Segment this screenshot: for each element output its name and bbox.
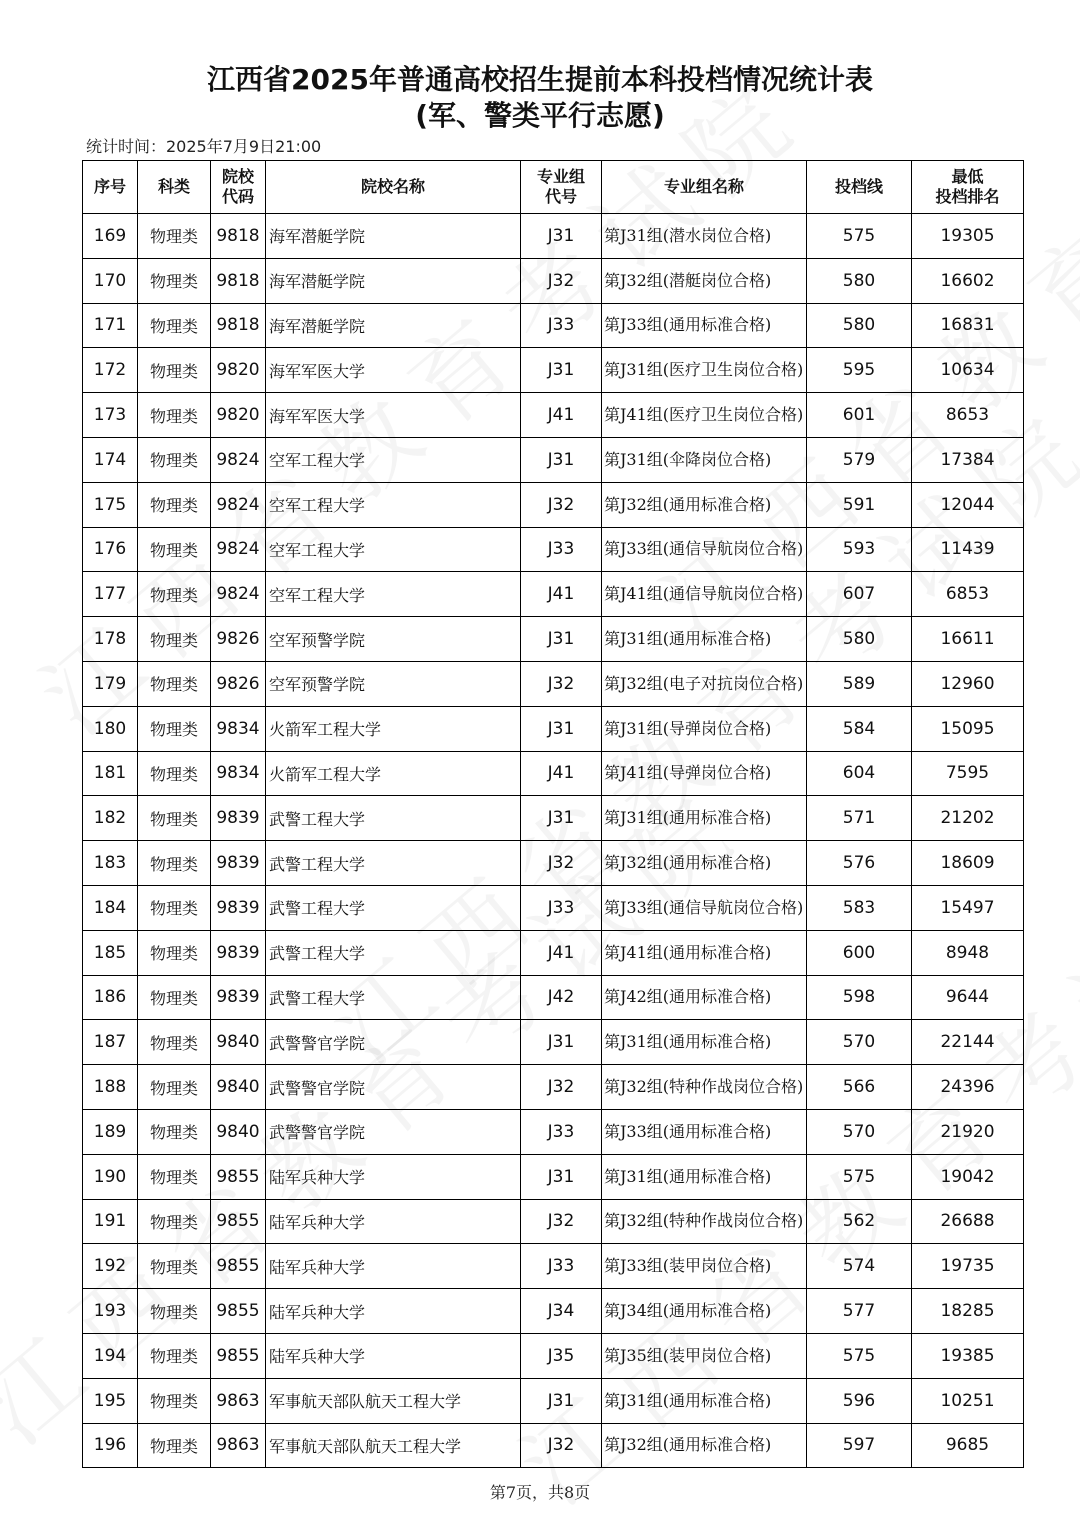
cell-group-code: J33 — [521, 303, 602, 348]
cell-group-name: 第J41组(通信导航岗位合格) — [602, 572, 807, 617]
cell-subject: 物理类 — [138, 1109, 211, 1154]
cell-school-name: 武警工程大学 — [266, 796, 521, 841]
table-row — [83, 1244, 1024, 1289]
cell-seq: 190 — [83, 1154, 138, 1199]
header-min-rank: 最低 投档排名 — [912, 161, 1024, 214]
table-row — [83, 1333, 1024, 1378]
cell-min-rank: 16602 — [912, 258, 1024, 303]
cell-group-code: J41 — [521, 393, 602, 438]
cell-school-code: 9840 — [211, 1109, 266, 1154]
cell-min-rank: 18609 — [912, 841, 1024, 886]
cell-school-name: 陆军兵种大学 — [266, 1333, 521, 1378]
cell-seq: 187 — [83, 1020, 138, 1065]
admission-table — [82, 160, 1024, 1468]
cell-seq: 169 — [83, 214, 138, 259]
table-body — [83, 214, 1024, 1468]
cell-cutoff: 596 — [807, 1378, 912, 1423]
cell-group-name: 第J31组(通用标准合格) — [602, 1154, 807, 1199]
cell-cutoff: 595 — [807, 348, 912, 393]
cell-seq: 189 — [83, 1109, 138, 1154]
cell-group-code: J31 — [521, 1378, 602, 1423]
cell-school-name: 空军预警学院 — [266, 617, 521, 662]
cell-subject: 物理类 — [138, 1289, 211, 1334]
cell-seq: 186 — [83, 975, 138, 1020]
cell-seq: 188 — [83, 1065, 138, 1110]
cell-min-rank: 22144 — [912, 1020, 1024, 1065]
cell-min-rank: 19385 — [912, 1333, 1024, 1378]
cell-min-rank: 6853 — [912, 572, 1024, 617]
table-row — [83, 1423, 1024, 1468]
cell-subject: 物理类 — [138, 393, 211, 438]
cell-group-code: J35 — [521, 1333, 602, 1378]
cell-group-code: J33 — [521, 1109, 602, 1154]
cell-school-name: 陆军兵种大学 — [266, 1199, 521, 1244]
cell-school-name: 空军工程大学 — [266, 482, 521, 527]
table-row — [83, 527, 1024, 572]
cell-school-name: 武警工程大学 — [266, 930, 521, 975]
cell-school-code: 9818 — [211, 258, 266, 303]
cell-min-rank: 26688 — [912, 1199, 1024, 1244]
cell-subject: 物理类 — [138, 1333, 211, 1378]
cell-school-name: 陆军兵种大学 — [266, 1244, 521, 1289]
cell-min-rank: 19305 — [912, 214, 1024, 259]
cell-group-name: 第J33组(通信导航岗位合格) — [602, 527, 807, 572]
cell-min-rank: 10251 — [912, 1378, 1024, 1423]
table-row — [83, 796, 1024, 841]
cell-school-name: 武警警官学院 — [266, 1109, 521, 1154]
cell-cutoff: 570 — [807, 1020, 912, 1065]
cell-school-name: 海军军医大学 — [266, 348, 521, 393]
cell-group-code: J34 — [521, 1289, 602, 1334]
cell-min-rank: 9644 — [912, 975, 1024, 1020]
cell-group-code: J42 — [521, 975, 602, 1020]
cell-school-name: 军事航天部队航天工程大学 — [266, 1423, 521, 1468]
cell-min-rank: 9685 — [912, 1423, 1024, 1468]
cell-school-code: 9834 — [211, 751, 266, 796]
cell-group-code: J32 — [521, 482, 602, 527]
table-row — [83, 1020, 1024, 1065]
cell-subject: 物理类 — [138, 527, 211, 572]
cell-school-name: 火箭军工程大学 — [266, 706, 521, 751]
cell-group-code: J31 — [521, 706, 602, 751]
cell-cutoff: 597 — [807, 1423, 912, 1468]
cell-min-rank: 10634 — [912, 348, 1024, 393]
cell-school-name: 海军潜艇学院 — [266, 258, 521, 303]
cell-seq: 170 — [83, 258, 138, 303]
cell-school-name: 海军军医大学 — [266, 393, 521, 438]
cell-seq: 196 — [83, 1423, 138, 1468]
cell-school-code: 9820 — [211, 393, 266, 438]
cell-min-rank: 12044 — [912, 482, 1024, 527]
cell-school-code: 9834 — [211, 706, 266, 751]
cell-cutoff: 577 — [807, 1289, 912, 1334]
cell-subject: 物理类 — [138, 1199, 211, 1244]
cell-group-name: 第J32组(潜艇岗位合格) — [602, 258, 807, 303]
cell-min-rank: 18285 — [912, 1289, 1024, 1334]
cell-seq: 176 — [83, 527, 138, 572]
cell-school-name: 空军预警学院 — [266, 661, 521, 706]
table-row — [83, 706, 1024, 751]
cell-group-name: 第J31组(潜水岗位合格) — [602, 214, 807, 259]
cell-group-name: 第J41组(通用标准合格) — [602, 930, 807, 975]
cell-seq: 178 — [83, 617, 138, 662]
cell-seq: 191 — [83, 1199, 138, 1244]
cell-seq: 181 — [83, 751, 138, 796]
cell-school-name: 空军工程大学 — [266, 437, 521, 482]
cell-min-rank: 16611 — [912, 617, 1024, 662]
cell-school-name: 军事航天部队航天工程大学 — [266, 1378, 521, 1423]
cell-school-code: 9824 — [211, 572, 266, 617]
cell-school-name: 海军潜艇学院 — [266, 303, 521, 348]
cell-group-code: J33 — [521, 1244, 602, 1289]
cell-group-code: J31 — [521, 214, 602, 259]
cell-min-rank: 8948 — [912, 930, 1024, 975]
cell-school-code: 9824 — [211, 527, 266, 572]
cell-seq: 171 — [83, 303, 138, 348]
cell-subject: 物理类 — [138, 751, 211, 796]
cell-cutoff: 575 — [807, 1154, 912, 1199]
cell-school-code: 9839 — [211, 796, 266, 841]
cell-group-code: J32 — [521, 258, 602, 303]
cell-group-name: 第J41组(医疗卫生岗位合格) — [602, 393, 807, 438]
cell-group-name: 第J41组(导弹岗位合格) — [602, 751, 807, 796]
cell-cutoff: 571 — [807, 796, 912, 841]
cell-seq: 194 — [83, 1333, 138, 1378]
cell-group-code: J32 — [521, 661, 602, 706]
cell-min-rank: 19042 — [912, 1154, 1024, 1199]
table-row — [83, 930, 1024, 975]
cell-group-code: J32 — [521, 1065, 602, 1110]
cell-min-rank: 12960 — [912, 661, 1024, 706]
cell-school-code: 9826 — [211, 617, 266, 662]
cell-group-name: 第J42组(通用标准合格) — [602, 975, 807, 1020]
table-row — [83, 751, 1024, 796]
cell-group-code: J31 — [521, 348, 602, 393]
cell-min-rank: 15497 — [912, 885, 1024, 930]
cell-subject: 物理类 — [138, 1020, 211, 1065]
table-row — [83, 661, 1024, 706]
cell-subject: 物理类 — [138, 214, 211, 259]
cell-group-name: 第J34组(通用标准合格) — [602, 1289, 807, 1334]
cell-school-code: 9855 — [211, 1154, 266, 1199]
cell-subject: 物理类 — [138, 572, 211, 617]
cell-cutoff: 583 — [807, 885, 912, 930]
cell-group-name: 第J32组(特种作战岗位合格) — [602, 1199, 807, 1244]
cell-cutoff: 562 — [807, 1199, 912, 1244]
cell-group-code: J31 — [521, 1154, 602, 1199]
cell-school-code: 9840 — [211, 1065, 266, 1110]
cell-group-code: J41 — [521, 751, 602, 796]
cell-group-code: J32 — [521, 1199, 602, 1244]
table-row — [83, 841, 1024, 886]
header-school-name: 院校名称 — [266, 161, 521, 214]
cell-school-code: 9826 — [211, 661, 266, 706]
cell-school-name: 陆军兵种大学 — [266, 1154, 521, 1199]
cell-group-name: 第J32组(通用标准合格) — [602, 1423, 807, 1468]
cell-seq: 173 — [83, 393, 138, 438]
cell-subject: 物理类 — [138, 975, 211, 1020]
cell-group-code: J31 — [521, 437, 602, 482]
cell-min-rank: 16831 — [912, 303, 1024, 348]
document-subtitle: (军、警类平行志愿) — [415, 99, 665, 132]
cell-min-rank: 8653 — [912, 393, 1024, 438]
cell-seq: 184 — [83, 885, 138, 930]
table-row — [83, 617, 1024, 662]
cell-school-name: 武警工程大学 — [266, 975, 521, 1020]
cell-min-rank: 21920 — [912, 1109, 1024, 1154]
table-row — [83, 303, 1024, 348]
cell-subject: 物理类 — [138, 796, 211, 841]
table-header-row — [83, 161, 1024, 214]
cell-group-name: 第J35组(装甲岗位合格) — [602, 1333, 807, 1378]
cell-min-rank: 19735 — [912, 1244, 1024, 1289]
cell-subject: 物理类 — [138, 258, 211, 303]
table-row — [83, 1378, 1024, 1423]
cell-school-name: 武警警官学院 — [266, 1065, 521, 1110]
cell-subject: 物理类 — [138, 1423, 211, 1468]
cell-subject: 物理类 — [138, 482, 211, 527]
cell-group-code: J33 — [521, 885, 602, 930]
cell-school-name: 武警工程大学 — [266, 841, 521, 886]
document-title: 江西省2025年普通高校招生提前本科投档情况统计表 — [207, 63, 873, 96]
header-seq: 序号 — [83, 161, 138, 214]
cell-school-code: 9863 — [211, 1378, 266, 1423]
table-row — [83, 258, 1024, 303]
table-row — [83, 1154, 1024, 1199]
table-row — [83, 1289, 1024, 1334]
cell-cutoff: 575 — [807, 214, 912, 259]
cell-seq: 172 — [83, 348, 138, 393]
cell-group-name: 第J31组(通用标准合格) — [602, 796, 807, 841]
cell-school-name: 海军潜艇学院 — [266, 214, 521, 259]
cell-school-code: 9855 — [211, 1289, 266, 1334]
cell-group-code: J31 — [521, 617, 602, 662]
table-row — [83, 1065, 1024, 1110]
cell-cutoff: 600 — [807, 930, 912, 975]
cell-seq: 177 — [83, 572, 138, 617]
cell-cutoff: 580 — [807, 258, 912, 303]
cell-school-code: 9824 — [211, 437, 266, 482]
header-cutoff: 投档线 — [807, 161, 912, 214]
cell-group-code: J32 — [521, 1423, 602, 1468]
cell-cutoff: 591 — [807, 482, 912, 527]
cell-subject: 物理类 — [138, 617, 211, 662]
cell-school-code: 9840 — [211, 1020, 266, 1065]
table-row — [83, 482, 1024, 527]
cell-school-code: 9855 — [211, 1333, 266, 1378]
cell-min-rank: 21202 — [912, 796, 1024, 841]
cell-cutoff: 584 — [807, 706, 912, 751]
cell-seq: 179 — [83, 661, 138, 706]
cell-cutoff: 580 — [807, 303, 912, 348]
cell-cutoff: 593 — [807, 527, 912, 572]
page-footer: 第7页，共8页 — [489, 1483, 591, 1502]
cell-group-code: J41 — [521, 930, 602, 975]
cell-subject: 物理类 — [138, 303, 211, 348]
cell-school-code: 9839 — [211, 885, 266, 930]
table-row — [83, 348, 1024, 393]
cell-cutoff: 574 — [807, 1244, 912, 1289]
cell-subject: 物理类 — [138, 437, 211, 482]
cell-school-name: 空军工程大学 — [266, 572, 521, 617]
cell-cutoff: 601 — [807, 393, 912, 438]
header-group-name: 专业组名称 — [602, 161, 807, 214]
cell-group-code: J31 — [521, 796, 602, 841]
cell-cutoff: 570 — [807, 1109, 912, 1154]
cell-seq: 193 — [83, 1289, 138, 1334]
cell-seq: 174 — [83, 437, 138, 482]
cell-school-name: 武警工程大学 — [266, 885, 521, 930]
cell-school-code: 9863 — [211, 1423, 266, 1468]
cell-min-rank: 7595 — [912, 751, 1024, 796]
cell-seq: 195 — [83, 1378, 138, 1423]
cell-subject: 物理类 — [138, 1154, 211, 1199]
cell-subject: 物理类 — [138, 841, 211, 886]
cell-group-code: J41 — [521, 572, 602, 617]
cell-subject: 物理类 — [138, 1244, 211, 1289]
cell-group-name: 第J31组(通用标准合格) — [602, 617, 807, 662]
table-row — [83, 1199, 1024, 1244]
cell-seq: 175 — [83, 482, 138, 527]
cell-cutoff: 566 — [807, 1065, 912, 1110]
cell-subject: 物理类 — [138, 885, 211, 930]
cell-subject: 物理类 — [138, 1378, 211, 1423]
cell-school-name: 陆军兵种大学 — [266, 1289, 521, 1334]
cell-school-code: 9818 — [211, 303, 266, 348]
cell-subject: 物理类 — [138, 706, 211, 751]
cell-school-name: 武警警官学院 — [266, 1020, 521, 1065]
cell-subject: 物理类 — [138, 930, 211, 975]
cell-cutoff: 598 — [807, 975, 912, 1020]
cell-school-code: 9855 — [211, 1244, 266, 1289]
cell-subject: 物理类 — [138, 1065, 211, 1110]
cell-group-name: 第J31组(导弹岗位合格) — [602, 706, 807, 751]
cell-group-code: J31 — [521, 1020, 602, 1065]
cell-cutoff: 604 — [807, 751, 912, 796]
table-row — [83, 975, 1024, 1020]
cell-group-name: 第J31组(伞降岗位合格) — [602, 437, 807, 482]
header-subject: 科类 — [138, 161, 211, 214]
cell-school-code: 9839 — [211, 841, 266, 886]
table-row — [83, 437, 1024, 482]
cell-group-name: 第J32组(通用标准合格) — [602, 841, 807, 886]
table-row — [83, 393, 1024, 438]
cell-school-name: 火箭军工程大学 — [266, 751, 521, 796]
header-group-code: 专业组 代号 — [521, 161, 602, 214]
cell-cutoff: 579 — [807, 437, 912, 482]
table-row — [83, 572, 1024, 617]
table-row — [83, 1109, 1024, 1154]
cell-group-name: 第J31组(医疗卫生岗位合格) — [602, 348, 807, 393]
cell-group-name: 第J33组(通用标准合格) — [602, 303, 807, 348]
cell-group-name: 第J31组(通用标准合格) — [602, 1020, 807, 1065]
header-school-code: 院校 代码 — [211, 161, 266, 214]
cell-seq: 180 — [83, 706, 138, 751]
cell-school-code: 9855 — [211, 1199, 266, 1244]
statistics-time: 统计时间：2025年7月9日21:00 — [86, 137, 322, 156]
cell-school-code: 9839 — [211, 975, 266, 1020]
cell-group-name: 第J32组(特种作战岗位合格) — [602, 1065, 807, 1110]
cell-group-code: J33 — [521, 527, 602, 572]
cell-group-code: J32 — [521, 841, 602, 886]
cell-seq: 185 — [83, 930, 138, 975]
cell-group-name: 第J32组(通用标准合格) — [602, 482, 807, 527]
cell-subject: 物理类 — [138, 661, 211, 706]
cell-school-code: 9820 — [211, 348, 266, 393]
cell-school-code: 9839 — [211, 930, 266, 975]
cell-cutoff: 575 — [807, 1333, 912, 1378]
cell-min-rank: 11439 — [912, 527, 1024, 572]
cell-school-name: 空军工程大学 — [266, 527, 521, 572]
cell-cutoff: 580 — [807, 617, 912, 662]
cell-seq: 192 — [83, 1244, 138, 1289]
cell-min-rank: 15095 — [912, 706, 1024, 751]
cell-school-code: 9818 — [211, 214, 266, 259]
cell-cutoff: 607 — [807, 572, 912, 617]
cell-group-name: 第J31组(通用标准合格) — [602, 1378, 807, 1423]
cell-min-rank: 17384 — [912, 437, 1024, 482]
cell-cutoff: 589 — [807, 661, 912, 706]
cell-group-name: 第J33组(通用标准合格) — [602, 1109, 807, 1154]
cell-group-name: 第J32组(电子对抗岗位合格) — [602, 661, 807, 706]
cell-subject: 物理类 — [138, 348, 211, 393]
cell-seq: 183 — [83, 841, 138, 886]
table-row — [83, 885, 1024, 930]
cell-group-name: 第J33组(通信导航岗位合格) — [602, 885, 807, 930]
cell-school-code: 9824 — [211, 482, 266, 527]
cell-min-rank: 24396 — [912, 1065, 1024, 1110]
cell-group-name: 第J33组(装甲岗位合格) — [602, 1244, 807, 1289]
cell-cutoff: 576 — [807, 841, 912, 886]
cell-seq: 182 — [83, 796, 138, 841]
table-row — [83, 214, 1024, 259]
